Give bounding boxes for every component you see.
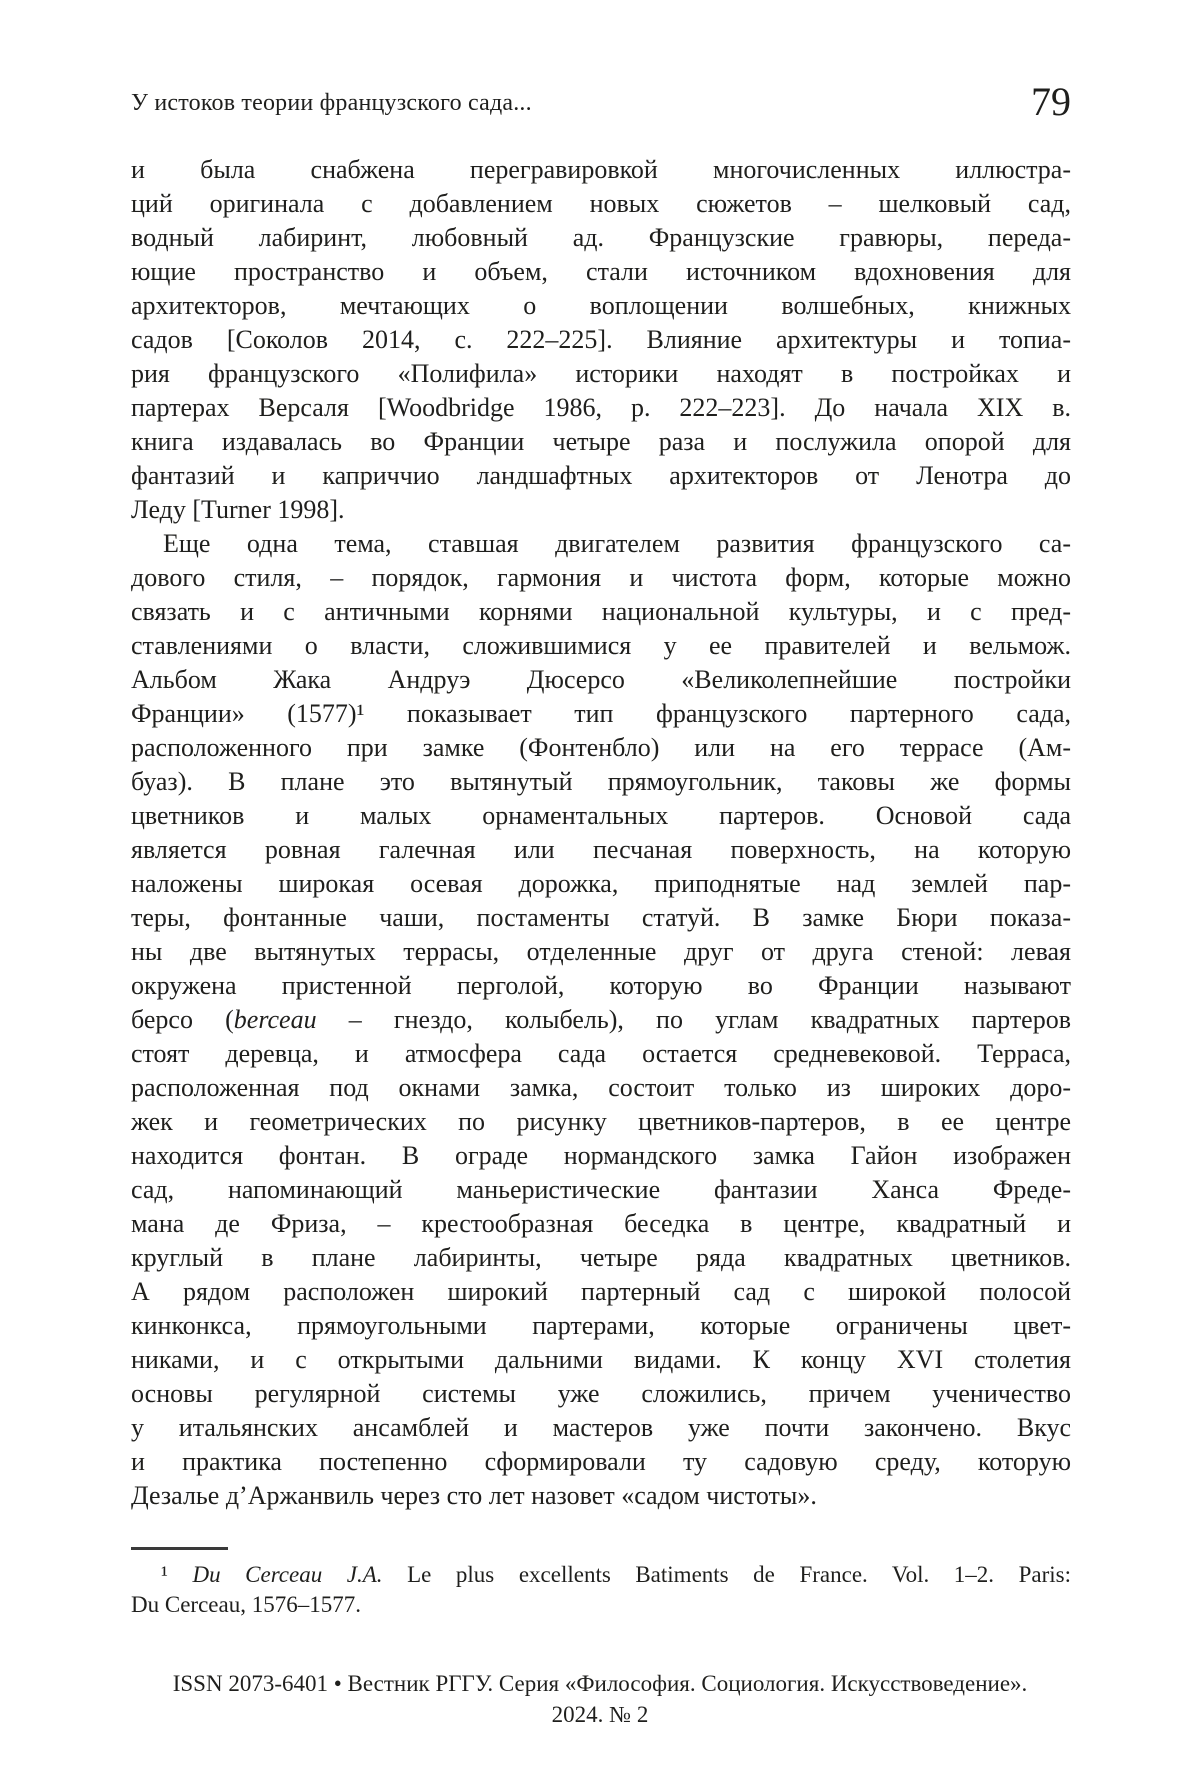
text-line: расположенная под окнами замка, состоит только из широких доро- [131,1073,1071,1102]
text-line: ставлениями о власти, сложившимися у ее правителей и вельмож. [131,631,1071,660]
text-line: буаз). В плане это вытянутый прямоугольник, таковы же формы [131,767,1071,796]
text-line: окружена пристенной перголой, которую во Франции называют [131,971,1071,1000]
text-line: берсо (berceau – гнездо, колыбель), по углам квадратных партеров [131,1005,1071,1034]
footnote-text [131,1560,1071,1620]
text-line: фантазий и каприччио ландшафтных архитекторов от Ленотра до [131,461,1071,490]
text-line: архитекторов, мечтающих о воплощении волшебных, книжных [131,291,1071,320]
text-line: наложены широкая осевая дорожка, приподнятые над землей пар- [131,869,1071,898]
text-line: является ровная галечная или песчаная поверхность, на которую [131,835,1071,864]
text-line: цветников и малых орнаментальных партеров. Основой сада [131,801,1071,830]
text-line: книга издавалась во Франции четыре раза и послужила опорой для [131,427,1071,456]
text-line: находится фонтан. В ограде нормандского замка Гайон изображен [131,1141,1071,1170]
text-line: расположенного при замке (Фонтенбло) или на его террасе (Ам- [131,733,1071,762]
text-line: Du Cerceau, 1576–1577. [131,1592,361,1617]
article-body [131,153,1071,1513]
page-footer [0,1668,1200,1730]
text-line: у итальянских ансамблей и мастеров уже почти закончено. Вкус [131,1413,1071,1442]
text-line: партерах Версаля [Woodbridge 1986, p. 222–223]. До начала XIX в. [131,393,1071,422]
page-number: 79 [1031,79,1071,124]
text-line: никами, и с открытыми дальними видами. К концу XVI столетия [131,1345,1071,1374]
text-line: Еще одна тема, ставшая двигателем развития французского са- [163,529,1071,558]
issue-line: 2024. № 2 [551,1702,649,1727]
text-line: рия французского «Полифила» историки находят в постройках и [131,359,1071,388]
running-head [131,0,1071,130]
text-line: дового стиля, – порядок, гармония и чистота форм, которые можно [131,563,1071,592]
footnote [131,1560,1071,1620]
text-line: стоят деревца, и атмосфера сада остается средневековой. Терраса, [131,1039,1071,1068]
paragraph [131,153,1071,527]
text-line: и была снабжена перегравировкой многочисленных иллюстра- [131,155,1071,184]
text-line: жек и геометрических по рисунку цветников-партеров, в ее центре [131,1107,1071,1136]
text-line: Альбом Жака Андруэ Дюсерсо «Великолепнейшие постройки [131,665,1071,694]
journal-issn-line: ISSN 2073-6401 • Вестник РГГУ. Серия «Философия. Социология. Искусствоведение». [172,1671,1028,1696]
text-line: ны две вытянутых террасы, отделенные друг от друга стеной: левая [131,937,1071,966]
paragraph [131,527,1071,1513]
text-line: садов [Соколов 2014, с. 222–225]. Влияние архитектуры и топиа- [131,325,1071,354]
text-line: Дезалье д’Аржанвиль через сто лет назовет «садом чистоты». [131,1481,817,1510]
text-line: ющие пространство и объем, стали источником вдохновения для [131,257,1071,286]
text-line: Леду [Turner 1998]. [131,495,345,524]
text-line: Франции» (1577)¹ показывает тип французского партерного сада, [131,699,1071,728]
text-line: ций оригинала с добавлением новых сюжетов – шелковый сад, [131,189,1071,218]
text-line: круглый в плане лабиринты, четыре ряда квадратных цветников. [131,1243,1071,1272]
text-line: А рядом расположен широкий партерный сад с широкой полосой [131,1277,1071,1306]
text-line: водный лабиринт, любовный ад. Французские гравюры, переда- [131,223,1071,252]
text-line: кинконкса, прямоугольными партерами, которые ограничены цвет- [131,1311,1071,1340]
text-line: связать и с античными корнями национальной культуры, и с пред- [131,597,1071,626]
text-line: теры, фонтанные чаши, постаменты статуй. В замке Бюри показа- [131,903,1071,932]
text-line: ¹ Du Cerceau J.A. Le plus excellents Batiments de France. Vol. 1–2. Paris: [161,1562,1071,1587]
text-line: основы регулярной системы уже сложились, причем ученичество [131,1379,1071,1408]
running-title: У истоков теории французского сада... [131,90,532,116]
text-line: мана де Фриза, – крестообразная беседка в центре, квадратный и [131,1209,1071,1238]
footnote-separator [131,1547,228,1550]
text-line: сад, напоминающий маньеристические фантазии Ханса Фреде- [131,1175,1071,1204]
text-line: и практика постепенно сформировали ту садовую среду, которую [131,1447,1071,1476]
